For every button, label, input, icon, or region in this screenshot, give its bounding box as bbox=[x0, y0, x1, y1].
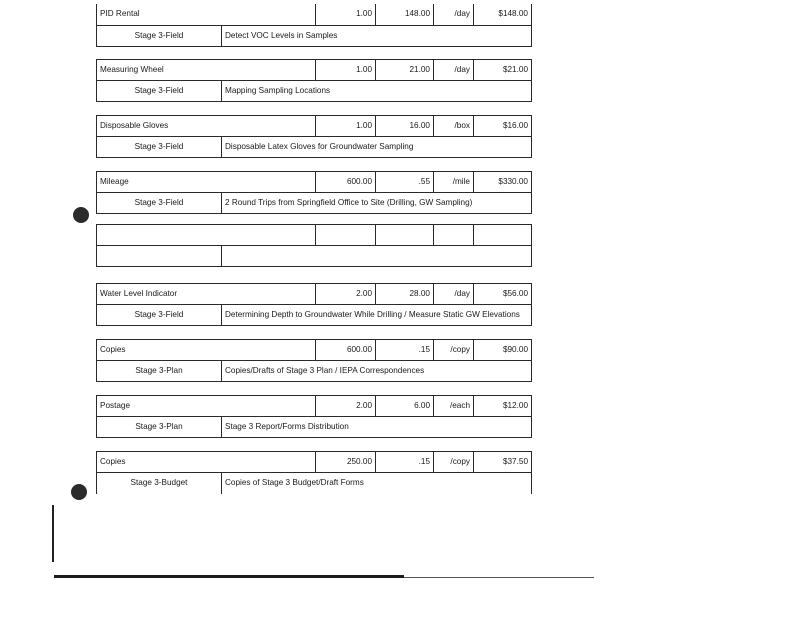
item-name: PID Rental bbox=[100, 9, 140, 19]
bottom-rule bbox=[54, 575, 404, 578]
cost-row bbox=[96, 59, 532, 81]
unit: /day bbox=[433, 284, 473, 304]
stage-label: Stage 3-Field bbox=[134, 141, 184, 151]
line-total bbox=[473, 225, 531, 245]
quantity: 2.00 bbox=[315, 284, 375, 304]
stage-label: Stage 3-Budget bbox=[130, 478, 188, 488]
stage-label: Stage 3-Field bbox=[134, 197, 184, 207]
stage-label: Stage 3-Field bbox=[134, 30, 184, 40]
description-row bbox=[96, 136, 532, 158]
stage-label: Stage 3-Plan bbox=[135, 421, 183, 431]
line-total: $21.00 bbox=[473, 60, 531, 80]
quantity: 600.00 bbox=[315, 340, 375, 360]
description-row bbox=[96, 360, 532, 382]
description-row bbox=[96, 245, 532, 267]
cost-row bbox=[96, 4, 532, 26]
rate: 21.00 bbox=[375, 60, 433, 80]
rate: .55 bbox=[375, 172, 433, 192]
description bbox=[221, 246, 531, 266]
unit: /mile bbox=[433, 172, 473, 192]
rate bbox=[375, 225, 433, 245]
unit: /day bbox=[433, 60, 473, 80]
line-total: $56.00 bbox=[473, 284, 531, 304]
unit: /day bbox=[433, 4, 473, 25]
cost-row bbox=[96, 451, 532, 473]
description: Stage 3 Report/Forms Distribution bbox=[221, 417, 531, 437]
quantity: 1.00 bbox=[315, 60, 375, 80]
description: Determining Depth to Groundwater While Drilling / Measure Static GW Elevations bbox=[221, 305, 531, 325]
margin-line bbox=[52, 505, 54, 562]
quantity: 600.00 bbox=[315, 172, 375, 192]
line-total: $148.00 bbox=[473, 4, 531, 25]
item-name: Copies bbox=[100, 456, 126, 466]
item-name: Water Level Indicator bbox=[100, 288, 178, 298]
item-name: Postage bbox=[100, 400, 131, 410]
stage-label: Stage 3-Field bbox=[134, 85, 184, 95]
stage-label: Stage 3-Field bbox=[134, 309, 184, 319]
description: Copies/Drafts of Stage 3 Plan / IEPA Correspondences bbox=[221, 361, 531, 381]
unit: /box bbox=[433, 116, 473, 136]
description: Disposable Latex Gloves for Groundwater Sampling bbox=[221, 137, 531, 157]
cost-row bbox=[96, 395, 532, 417]
punch-hole-mark bbox=[73, 207, 89, 223]
item-name bbox=[97, 225, 315, 245]
line-total: $330.00 bbox=[473, 172, 531, 192]
bottom-rule-thin bbox=[404, 577, 594, 578]
description-row bbox=[96, 80, 532, 102]
description: Copies of Stage 3 Budget/Draft Forms bbox=[221, 473, 531, 494]
item-name: Measuring Wheel bbox=[100, 64, 164, 74]
item-name: Copies bbox=[100, 344, 126, 354]
cost-row bbox=[96, 339, 532, 361]
line-total: $90.00 bbox=[473, 340, 531, 360]
quantity: 250.00 bbox=[315, 452, 375, 472]
line-total: $12.00 bbox=[473, 396, 531, 416]
cost-row bbox=[96, 171, 532, 193]
cost-row bbox=[96, 283, 532, 305]
unit bbox=[433, 225, 473, 245]
item-name: Disposable Gloves bbox=[100, 120, 169, 130]
quantity bbox=[315, 225, 375, 245]
quantity: 1.00 bbox=[315, 4, 375, 25]
description-row bbox=[96, 416, 532, 438]
rate: 148.00 bbox=[375, 4, 433, 25]
unit: /copy bbox=[433, 452, 473, 472]
description: Detect VOC Levels in Samples bbox=[221, 26, 531, 46]
stage-label: Stage 3-Plan bbox=[135, 365, 183, 375]
rate: 28.00 bbox=[375, 284, 433, 304]
line-total: $16.00 bbox=[473, 116, 531, 136]
unit: /copy bbox=[433, 340, 473, 360]
quantity: 1.00 bbox=[315, 116, 375, 136]
unit: /each bbox=[433, 396, 473, 416]
description: Mapping Sampling Locations bbox=[221, 81, 531, 101]
item-name: Mileage bbox=[100, 176, 129, 186]
description: 2 Round Trips from Springfield Office to Site (Drilling, GW Sampling) bbox=[221, 193, 531, 213]
description-row bbox=[96, 192, 532, 214]
rate: .15 bbox=[375, 452, 433, 472]
description-row bbox=[96, 472, 532, 494]
rate: .15 bbox=[375, 340, 433, 360]
stage-label bbox=[97, 246, 221, 266]
quantity: 2.00 bbox=[315, 396, 375, 416]
punch-hole-mark bbox=[71, 484, 87, 500]
rate: 16.00 bbox=[375, 116, 433, 136]
description-row bbox=[96, 304, 532, 326]
cost-row bbox=[96, 224, 532, 246]
description-row bbox=[96, 25, 532, 47]
rate: 6.00 bbox=[375, 396, 433, 416]
cost-row bbox=[96, 115, 532, 137]
line-total: $37.50 bbox=[473, 452, 531, 472]
